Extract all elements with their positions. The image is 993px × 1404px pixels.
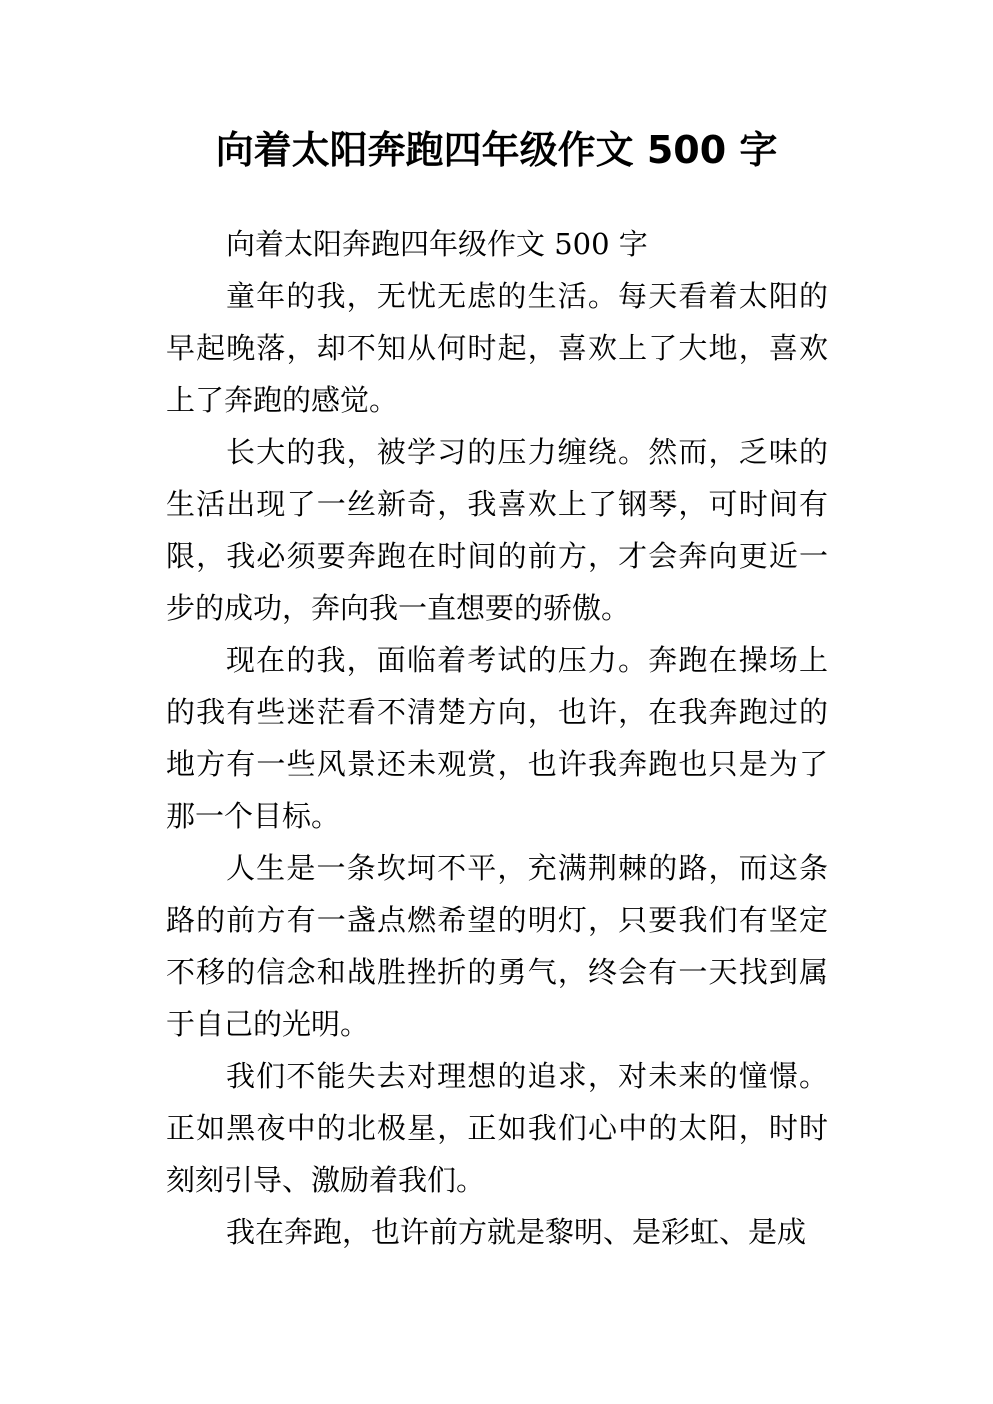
paragraph-life-road: 人生是一条坎坷不平，充满荆棘的路，而这条路的前方有一盏点燃希望的明灯，只要我们有坚定不移的信念和战胜挫折的勇气，终会有一天找到属于自己的光明。 <box>166 851 828 1041</box>
paragraph-ideals: 我们不能失去对理想的追求，对未来的憧憬。正如黑夜中的北极星，正如我们心中的太阳，时时刻刻引导、激励着我们。 <box>166 1059 828 1197</box>
paragraph-childhood: 童年的我，无忧无虑的生活。每天看着太阳的早起晚落，却不知从何时起，喜欢上了大地，喜欢上了奔跑的感觉。 <box>166 279 828 417</box>
paragraph-running: 我在奔跑，也许前方就是黎明、是彩虹、是成 <box>226 1215 807 1249</box>
document-body <box>166 218 828 1258</box>
paragraph-growing-up: 长大的我，被学习的压力缠绕。然而，乏味的生活出现了一丝新奇，我喜欢上了钢琴，可时间有限，我必须要奔跑在时间的前方，才会奔向更近一步的成功，奔向我一直想要的骄傲。 <box>166 435 828 625</box>
document-title: 向着太阳奔跑四年级作文 500 字 <box>215 128 778 172</box>
paragraph-present: 现在的我，面临着考试的压力。奔跑在操场上的我有些迷茫看不清楚方向，也许，在我奔跑过的地方有一些风景还未观赏，也许我奔跑也只是为了那一个目标。 <box>166 643 828 833</box>
paragraph-subtitle: 向着太阳奔跑四年级作文 500 字 <box>226 227 648 261</box>
